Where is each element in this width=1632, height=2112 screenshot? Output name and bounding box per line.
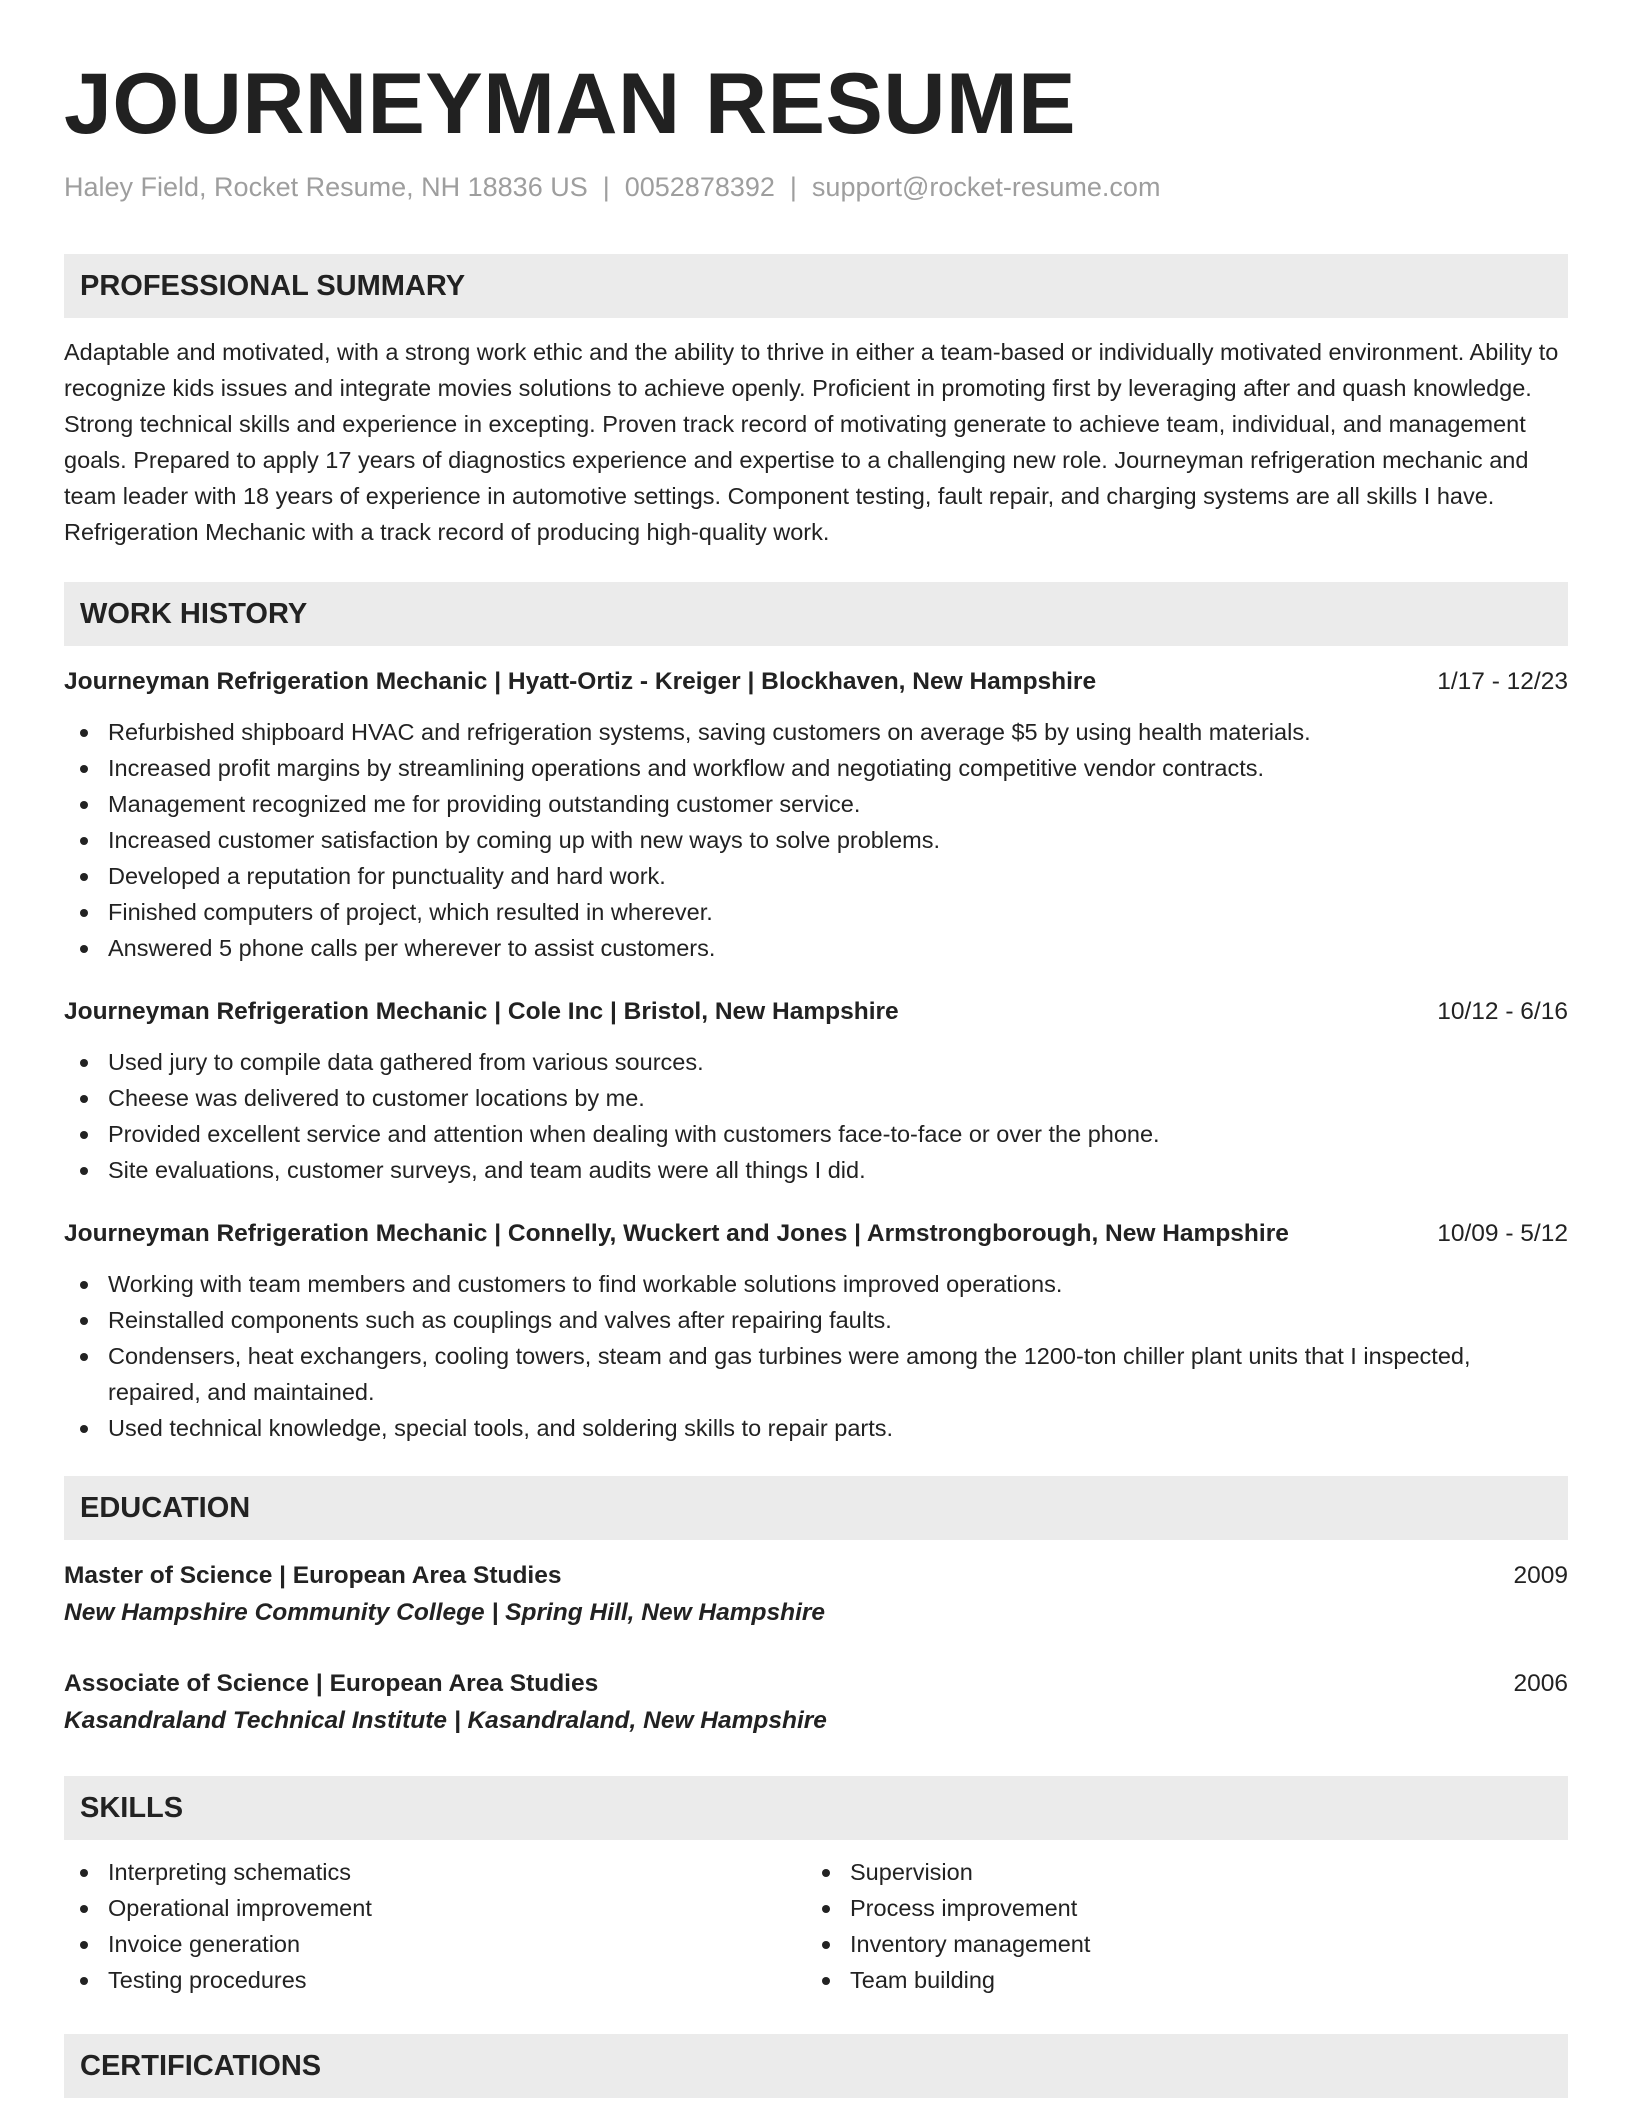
bullet-icon [80, 1281, 88, 1289]
skill-item [64, 1890, 806, 1926]
job-bullet [64, 1302, 1568, 1338]
job-bullet [64, 930, 1568, 966]
skills-list [806, 1854, 1548, 1998]
bullet-icon [80, 1905, 88, 1913]
education-year: 2009 [1513, 1562, 1568, 1589]
section-heading-certifications: CERTIFICATIONS [64, 2034, 1568, 2098]
section-heading-work-history: WORK HISTORY [64, 582, 1568, 646]
education-degree: Associate of Science | European Area Studies [64, 1670, 599, 1697]
job-entry [64, 664, 1568, 966]
bullet-icon [80, 909, 88, 917]
summary-text: Adaptable and motivated, with a strong work ethic and the ability to thrive in either a team-based or individually motivated environment. Ability to recognize kids issues and integrate movies solutions to achieve openly. Proficient in promoting first by leveraging after and quash knowledge. Strong technical skills and experience in excepting. Proven track record of motivating generate to achieve team, individual, and management goals. Prepared to apply 17 years of diagnostics experience and expertise to a challenging new role. Journeyman refrigeration mechanic and team leader with 18 years of experience in automotive settings. Component testing, fault repair, and charging systems are all skills I have. Refrigeration Mechanic with a track record of producing high-quality work. [64, 339, 1559, 545]
job-bullet-text: Used technical knowledge, special tools, and soldering skills to repair parts. [108, 1415, 894, 1441]
skill-text: Operational improvement [108, 1895, 372, 1921]
job-bullet-text: Cheese was delivered to customer locations by me. [108, 1085, 645, 1111]
education-year: 2006 [1513, 1670, 1568, 1697]
job-bullet-text: Increased customer satisfaction by coming up with new ways to solve problems. [108, 827, 941, 853]
contact-email: support@rocket-resume.com [811, 172, 1161, 202]
section-heading-education: EDUCATION [64, 1476, 1568, 1540]
job-title: Journeyman Refrigeration Mechanic | Connelly, Wuckert and Jones | Armstrongborough, New Hampshire [64, 1220, 1289, 1247]
job-bullet-text: Refurbished shipboard HVAC and refrigeration systems, saving customers on average $5 by using health materials. [108, 719, 1311, 745]
skill-item [806, 1962, 1548, 1998]
skill-text: Interpreting schematics [108, 1859, 351, 1885]
contact-separator: | [602, 172, 610, 202]
job-entry [64, 994, 1568, 1188]
bullet-icon [80, 1131, 88, 1139]
skill-text: Inventory management [850, 1931, 1091, 1957]
bullet-icon [80, 729, 88, 737]
skills-list [64, 1854, 806, 1998]
bullet-icon [822, 1977, 830, 1985]
bullet-icon [80, 801, 88, 809]
job-bullet [64, 1338, 1568, 1410]
job-bullet-text: Management recognized me for providing outstanding customer service. [108, 791, 861, 817]
education-school: New Hampshire Community College | Spring Hill, New Hampshire [64, 1599, 826, 1626]
job-bullets [64, 714, 1568, 966]
bullet-icon [80, 873, 88, 881]
job-bullets [64, 1044, 1568, 1188]
skill-item [806, 1890, 1548, 1926]
job-bullet [64, 822, 1568, 858]
bullet-icon [80, 1425, 88, 1433]
job-entry [64, 1216, 1568, 1446]
job-bullet [64, 1044, 1568, 1080]
skill-text: Process improvement [850, 1895, 1078, 1921]
education-header [64, 1666, 1568, 1702]
bullet-icon [80, 1059, 88, 1067]
job-header [64, 1216, 1568, 1252]
job-bullet [64, 1080, 1568, 1116]
skill-text: Invoice generation [108, 1931, 301, 1957]
education-entry [64, 1666, 1568, 1740]
job-bullet-text: Finished computers of project, which resulted in wherever. [108, 899, 713, 925]
bullet-icon [822, 1869, 830, 1877]
job-bullet [64, 1152, 1568, 1188]
job-bullet [64, 1410, 1568, 1446]
job-title: Journeyman Refrigeration Mechanic | Cole Inc | Bristol, New Hampshire [64, 998, 899, 1025]
education-school: Kasandraland Technical Institute | Kasandraland, New Hampshire [64, 1707, 827, 1734]
bullet-icon [822, 1941, 830, 1949]
skills-grid [64, 1854, 1568, 1998]
contact-address: Haley Field, Rocket Resume, NH 18836 US [64, 172, 588, 202]
section-heading-skills: SKILLS [64, 1776, 1568, 1840]
job-bullet [64, 858, 1568, 894]
job-bullet-text: Working with team members and customers to find workable solutions improved operations. [108, 1271, 1063, 1297]
job-bullet [64, 1266, 1568, 1302]
job-bullet-text: Used jury to compile data gathered from various sources. [108, 1049, 704, 1075]
job-bullet-text: Answered 5 phone calls per wherever to assist customers. [108, 935, 716, 961]
skill-item [806, 1854, 1548, 1890]
bullet-icon [80, 837, 88, 845]
job-bullet-text: Provided excellent service and attention when dealing with customers face-to-face or over the phone. [108, 1121, 1160, 1147]
skill-item [806, 1926, 1548, 1962]
bullet-icon [822, 1905, 830, 1913]
contact-separator: | [789, 172, 797, 202]
job-bullet [64, 894, 1568, 930]
resume-name: JOURNEYMAN RESUME [64, 56, 1076, 152]
bullet-icon [80, 1977, 88, 1985]
skill-item [64, 1854, 806, 1890]
bullet-icon [80, 765, 88, 773]
job-dates: 10/12 - 6/16 [1437, 998, 1568, 1025]
job-bullet-text: Condensers, heat exchangers, cooling towers, steam and gas turbines were among the 1200-ton chiller plant units that I inspected, repaired, and maintained. [108, 1343, 1471, 1405]
job-dates: 1/17 - 12/23 [1437, 668, 1568, 695]
education-header [64, 1558, 1568, 1594]
job-bullet [64, 786, 1568, 822]
skill-text: Team building [850, 1967, 996, 1993]
bullet-icon [80, 1941, 88, 1949]
skills-column-right [806, 1854, 1548, 1998]
job-bullet-text: Reinstalled components such as couplings and valves after repairing faults. [108, 1307, 892, 1333]
job-bullet-text: Developed a reputation for punctuality and hard work. [108, 863, 666, 889]
skills-column-left [64, 1854, 806, 1998]
skill-text: Supervision [850, 1859, 973, 1885]
contact-phone: 0052878392 [624, 172, 775, 202]
skill-item [64, 1926, 806, 1962]
job-dates: 10/09 - 5/12 [1437, 1220, 1568, 1247]
job-header [64, 994, 1568, 1030]
contact-line [64, 170, 1568, 204]
bullet-icon [80, 1317, 88, 1325]
education-degree: Master of Science | European Area Studies [64, 1562, 562, 1589]
bullet-icon [80, 1353, 88, 1361]
bullet-icon [80, 1167, 88, 1175]
section-heading-summary: PROFESSIONAL SUMMARY [64, 254, 1568, 318]
job-bullet [64, 1116, 1568, 1152]
bullet-icon [80, 1869, 88, 1877]
job-title: Journeyman Refrigeration Mechanic | Hyatt-Ortiz - Kreiger | Blockhaven, New Hampshire [64, 668, 1097, 695]
skill-item [64, 1962, 806, 1998]
skill-text: Testing procedures [108, 1967, 307, 1993]
resume-page [64, 0, 1568, 2098]
job-bullet [64, 750, 1568, 786]
bullet-icon [80, 945, 88, 953]
job-bullet-text: Increased profit margins by streamlining operations and workflow and negotiating competitive vendor contracts. [108, 755, 1265, 781]
job-bullet [64, 714, 1568, 750]
education-entry [64, 1558, 1568, 1632]
job-bullet-text: Site evaluations, customer surveys, and team audits were all things I did. [108, 1157, 866, 1183]
job-header [64, 664, 1568, 700]
bullet-icon [80, 1095, 88, 1103]
job-bullets [64, 1266, 1568, 1446]
